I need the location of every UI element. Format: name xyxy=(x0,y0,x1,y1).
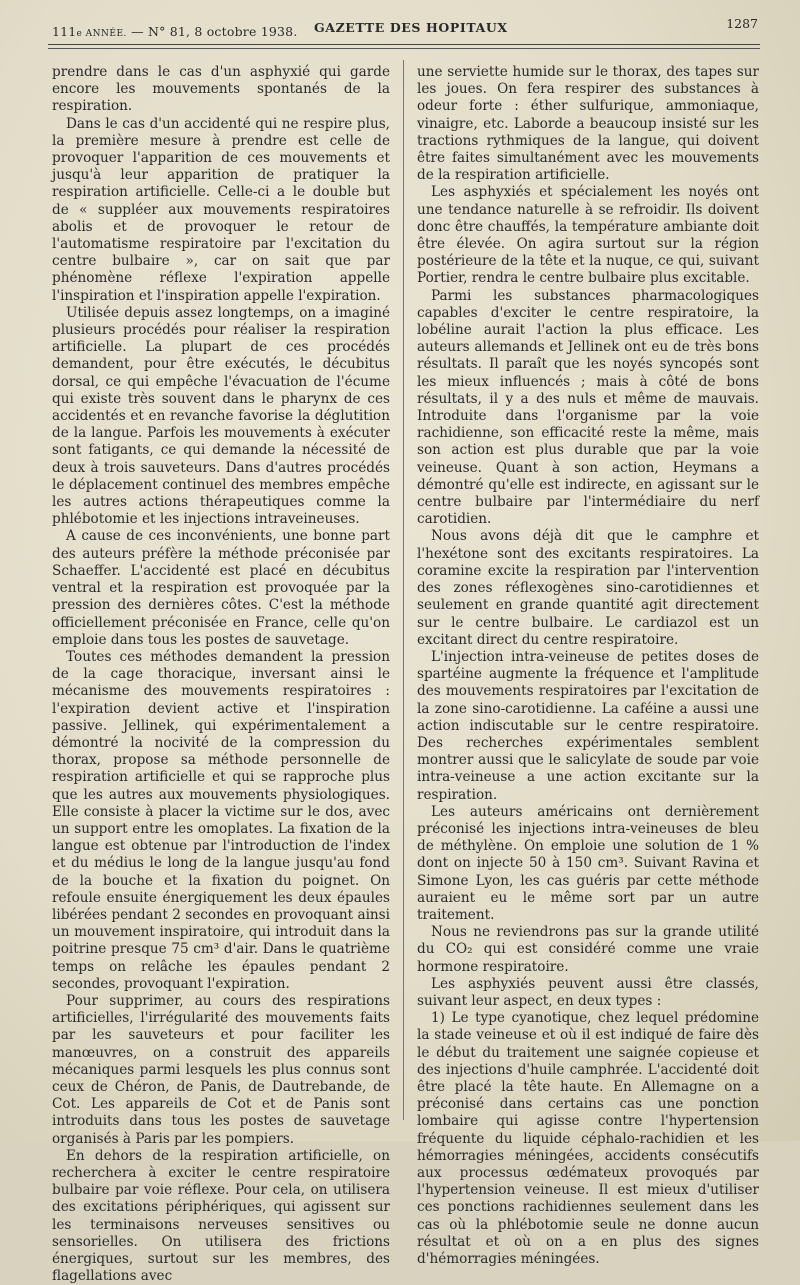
paragraph: A cause de ces inconvénients, une bonne part des auteurs préfère la méthode préconisée par Schaeffer. L'accidenté est placé en décubitus ventral et la respiration est provoquée par la pression des dernières côtes. C'est la méthode officiellement préconisée en France, celle qu'on emploie dans tous les postes de sauvetage. xyxy=(52,528,390,648)
paragraph: Pour supprimer, au cours des respirations artificielles, l'irrégularité des mouvements faits par les sauveteurs et pour faciliter les manœuvres, on a construit des appareils mécaniques parmi lesquels les plus connus sont ceux de Chéron, de Panis, de Dautrebande, de Cot. Les appareils de Cot et de Panis sont introduits dans tous les postes de sauvetage organisés à Paris par les pompiers. xyxy=(52,992,390,1147)
paragraph: Nous avons déjà dit que le camphre et l'hexétone sont des excitants respiratoires. La coramine excite la respiration par l'intervention des zones réflexogènes sino-carotidiennes et seulement en grande quantité agit directement sur le centre bulbaire. Le cardiazol est un excitant direct du centre respiratoire. xyxy=(417,528,759,648)
paragraph: 1) Le type cyanotique, chez lequel prédomine la stade veineuse et où il est indiqué de faire dès le début du traitement une saignée copieuse et des injections d'huile camphrée. L'accidenté doit être placé la tête haute. En Allemagne on a préconisé dans certains cas une ponction lombaire qui agisse contre l'hypertension fréquente du liquide céphalo-rachidien et les hémorragies méningées, accidents consécutifs aux processus œdémateux provoqués par l'hypertension veineuse. Il est mieux d'utiliser ces ponctions rachidiennes seulement dans les cas où la phlébotomie seule ne donne aucun résultat et où on a en plus des signes d'hémorragies méningées. xyxy=(417,1010,759,1268)
paragraph: Dans le cas d'un accidenté qui ne respire plus, la première mesure à prendre est celle de provoquer l'apparition de ces mouvements et jusqu'à leur apparition de pratiquer la respiration artificielle. Celle-ci a le double but de « suppléer aux mouvements respiratoires abolis et de provoquer le retour de l'automatisme respiratoire par l'excitation du centre bulbaire », car on sait que par phénomène réflexe l'expiration appelle l'inspiration et l'inspiration appelle l'expiration. xyxy=(52,115,390,304)
paragraph: En dehors de la respiration artificielle, on recherchera à exciter le centre respiratoire bulbaire par voie réflexe. Pour cela, on utilisera des excitations périphériques, qui agissent sur les terminaisons nerveuses sensitives ou sensorielles. On utilisera des frictions énergiques, surtout sur les membres, des flagellations avec xyxy=(52,1147,390,1285)
header-rule xyxy=(48,44,760,45)
left-column xyxy=(52,64,390,1285)
issue-date: — N° 81, 8 octobre 1938. xyxy=(126,24,298,39)
paragraph: Nous ne reviendrons pas sur la grande utilité du CO₂ qui est considéré comme une vraie hormone respiratoire. xyxy=(417,924,759,975)
paragraph: L'injection intra-veineuse de petites doses de spartéine augmente la fréquence et l'amplitude des mouvements respiratoires par l'excitation de la zone sino-carotidienne. La caféine a aussi une action indiscutable sur le centre respiratoire. Des recherches expérimentales semblent montrer aussi que le salicylate de soude par voie intra-veineuse a une action excitante sur la respiration. xyxy=(417,648,759,803)
page-number: 1287 xyxy=(726,16,758,31)
paragraph: prendre dans le cas d'un asphyxié qui garde encore les mouvements spontanés de la respiration. xyxy=(52,64,390,115)
header-rule-thin xyxy=(48,48,760,49)
paragraph: Toutes ces méthodes demandent la pression de la cage thoracique, inversant ainsi le mécanisme des mouvements respiratoires : l'expiration devient active et l'inspiration passive. Jellinek, qui expérimentalement a démontré la nocivité de la compression du thorax, propose sa méthode personnelle de respiration artificielle et qui se rapproche plus que les autres aux mouvements physiologiques. Elle consiste à placer la victime sur le dos, avec un support entre les omoplates. La fixation de la langue est obtenue par l'introduction de l'index et du médius le long de la langue jusqu'au fond de la bouche et la fixation du poignet. On refoule ensuite énergiquement les deux épaules libérées pendant 2 secondes en provoquant ainsi un mouvement inspiratoire, qui introduit dans la poitrine presque 75 cm³ d'air. Dans le quatrième temps on relâche les épaules pendant 2 secondes, provoquant l'expiration. xyxy=(52,648,390,992)
column-divider xyxy=(403,60,404,1120)
paragraph: une serviette humide sur le thorax, des tapes sur les joues. On fera respirer des substances à odeur forte : éther sulfurique, ammoniaque, vinaigre, etc. Laborde a beaucoup insisté sur les tractions rythmiques de la langue, qui doivent être faites simultanément avec les mouvements de la respiration artificielle. xyxy=(417,64,759,184)
paragraph: Parmi les substances pharmacologiques capables d'exciter le centre respiratoire, la lobéline aurait l'action la plus efficace. Les auteurs allemands et Jellinek ont eu de très bons résultats. Il paraît que les noyés syncopés sont les mieux influencés ; mais à côté de bons résultats, il y a des nuls et même de mauvais. Introduite dans l'organisme par la voie rachidienne, son efficacité reste la même, mais son action est plus durable que par la voie veineuse. Quant à son action, Heymans a démontré qu'elle est indirecte, en agissant sur le centre bulbaire par l'intermédiaire du nerf carotidien. xyxy=(417,287,759,528)
year-suffix: e ANNÉE. xyxy=(76,29,127,39)
issue-info xyxy=(52,24,298,39)
year-number: 111 xyxy=(52,24,77,39)
right-column xyxy=(417,64,759,1268)
paragraph: Les asphyxiés et spécialement les noyés ont une tendance naturelle à se refroidir. Ils doivent donc être chauffés, la température ambiante doit être élevée. On agira surtout sur la région postérieure de la tête et la nuque, ce qui, suivant Portier, rendra le centre bulbaire plus excitable. xyxy=(417,184,759,287)
paragraph: Les auteurs américains ont dernièrement préconisé les injections intra-veineuses de bleu de méthylène. On emploie une solution de 1 % dont on injecte 50 à 150 cm³. Suivant Ravina et Simone Lyon, les cas guéris par cette méthode auraient eu le même sort par un autre traitement. xyxy=(417,803,759,923)
paragraph: Les asphyxiés peuvent aussi être classés, suivant leur aspect, en deux types : xyxy=(417,975,759,1009)
paragraph: Utilisée depuis assez longtemps, on a imaginé plusieurs procédés pour réaliser la respiration artificielle. La plupart de ces procédés demandent, pour être exécutés, le décubitus dorsal, ce qui empêche l'évacuation de l'écume qui existe très souvent dans le pharynx de ces accidentés et en revanche favorise la déglutition de la langue. Parfois les mouvements à exécuter sont fatigants, ce qui demande la nécessité de deux à trois sauveteurs. Dans d'autres procédés le déplacement continuel des membres empêche les autres actions thérapeutiques comme la phlébotomie et les injections intraveineuses. xyxy=(52,304,390,528)
journal-title: GAZETTE DES HOPITAUX xyxy=(314,20,508,35)
page-header xyxy=(48,14,760,44)
